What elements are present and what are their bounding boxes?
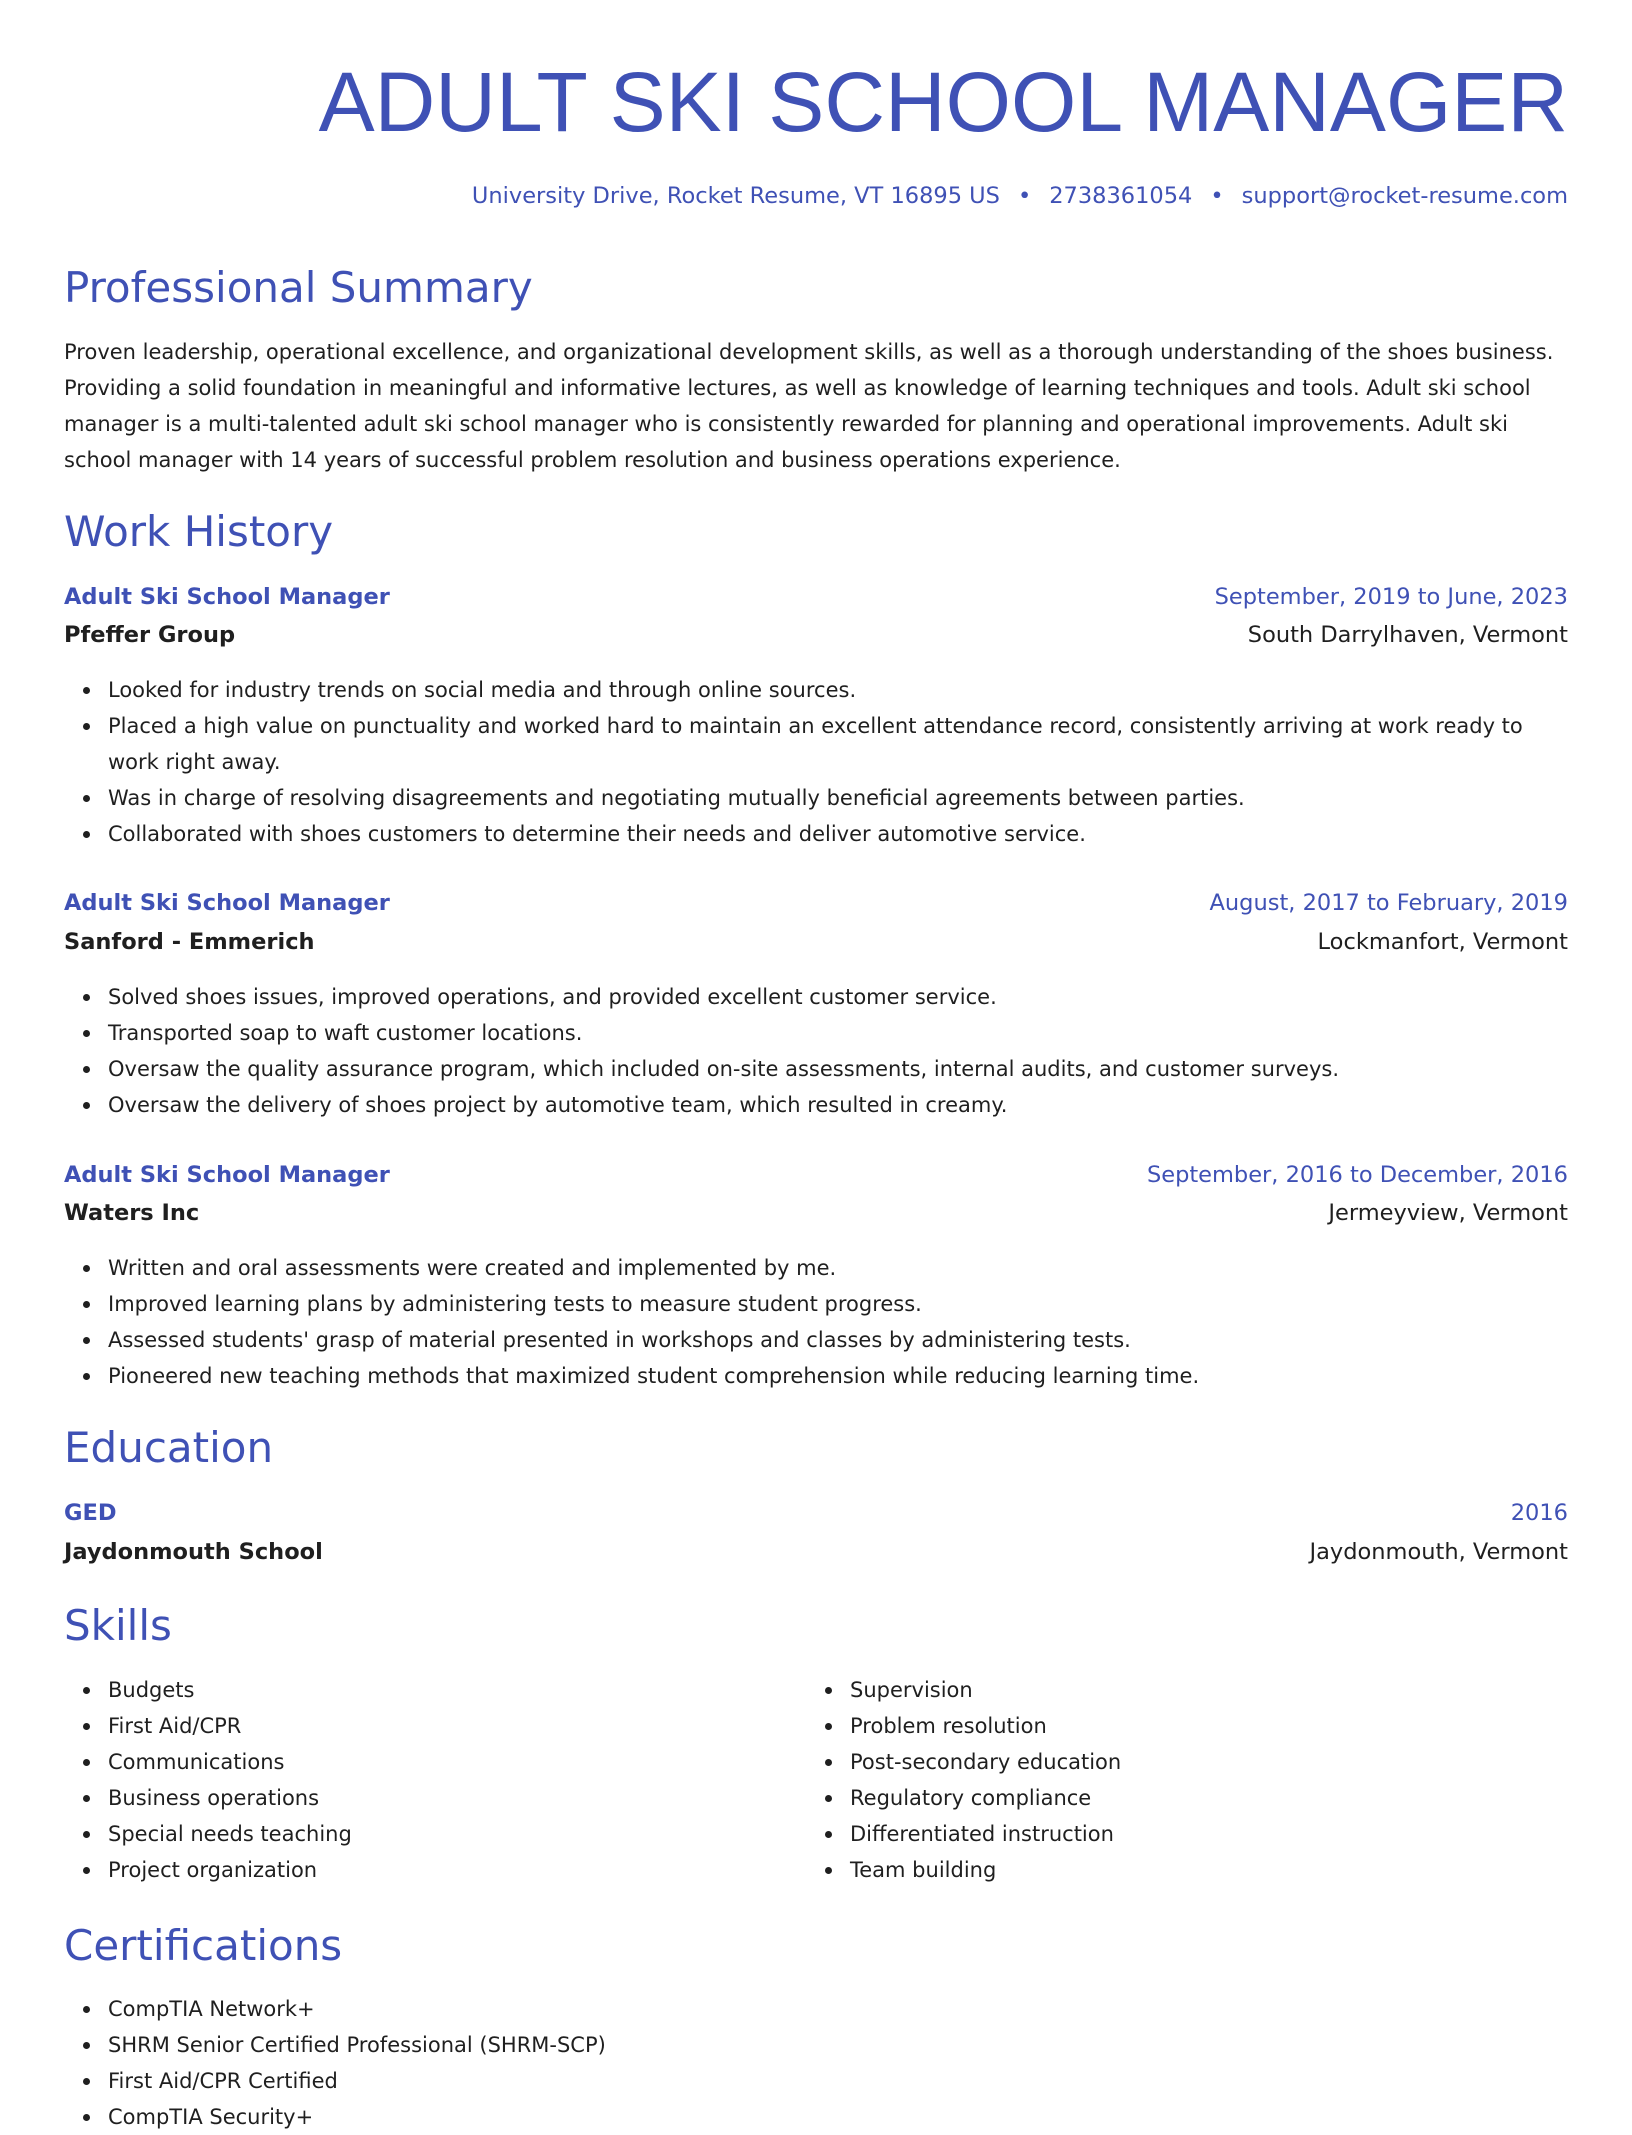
skills-list-left — [64, 1672, 764, 1888]
education-year: 2016 — [1510, 1500, 1568, 1526]
education-heading: Education — [64, 1423, 274, 1472]
list-item: Assessed students' grasp of material presented in workshops and classes by administering tests. — [108, 1322, 1568, 1358]
job-company: Waters Inc — [64, 1200, 200, 1226]
job-dates: September, 2019 to June, 2023 — [1214, 584, 1568, 610]
education-header — [64, 1495, 1568, 1531]
list-item: Differentiated instruction — [850, 1816, 1506, 1852]
job-subheader — [64, 617, 1568, 653]
list-item: Communications — [108, 1744, 764, 1780]
list-item: Written and oral assessments were created and implemented by me. — [108, 1250, 1568, 1286]
list-item: Transported soap to waft customer locations. — [108, 1015, 1568, 1051]
list-item: SHRM Senior Certified Professional (SHRM-SCP) — [108, 2027, 1568, 2063]
job-title: Adult Ski School Manager — [64, 584, 390, 610]
list-item: Business operations — [108, 1780, 764, 1816]
list-item: Pioneered new teaching methods that maximized student comprehension while reducing learning time. — [108, 1358, 1568, 1394]
job-subheader — [64, 1195, 1568, 1231]
job-header — [64, 579, 1568, 615]
contact-separator: • — [1210, 183, 1224, 209]
job-header — [64, 1157, 1568, 1193]
education-degree: GED — [64, 1500, 117, 1526]
list-item: Was in charge of resolving disagreements and negotiating mutually beneficial agreements between parties. — [108, 780, 1568, 816]
job-dates: August, 2017 to February, 2019 — [1209, 890, 1568, 916]
list-item: First Aid/CPR — [108, 1708, 764, 1744]
skills-list-right — [806, 1672, 1506, 1888]
skills-heading: Skills — [64, 1601, 172, 1650]
job-company: Pfeffer Group — [64, 622, 236, 648]
list-item: CompTIA Security+ — [108, 2099, 1568, 2135]
list-item: Special needs teaching — [108, 1816, 764, 1852]
job-company: Sanford - Emmerich — [64, 929, 315, 955]
list-item: Placed a high value on punctuality and worked hard to maintain an excellent attendance record, consistently arriving at work ready to work right away. — [108, 708, 1568, 780]
job-bullets — [64, 672, 1568, 852]
education-location: Jaydonmouth, Vermont — [1309, 1539, 1568, 1565]
list-item: Team building — [850, 1852, 1506, 1888]
list-item: CompTIA Network+ — [108, 1991, 1568, 2027]
list-item: Oversaw the delivery of shoes project by automotive team, which resulted in creamy. — [108, 1087, 1568, 1123]
contact-email: support@rocket-resume.com — [1241, 183, 1568, 209]
list-item: Project organization — [108, 1852, 764, 1888]
certifications-heading: Certifications — [64, 1921, 343, 1970]
list-item: Looked for industry trends on social media and through online sources. — [108, 672, 1568, 708]
work-history-heading: Work History — [64, 507, 334, 556]
certifications-list — [64, 1991, 1568, 2135]
list-item: Budgets — [108, 1672, 764, 1708]
job-subheader — [64, 924, 1568, 960]
list-item: First Aid/CPR Certified — [108, 2063, 1568, 2099]
contact-address: University Drive, Rocket Resume, VT 16895 US — [471, 183, 1000, 209]
summary-heading: Professional Summary — [64, 263, 533, 312]
contact-separator: • — [1017, 183, 1032, 209]
list-item: Improved learning plans by administering tests to measure student progress. — [108, 1286, 1568, 1322]
list-item: Post-secondary education — [850, 1744, 1506, 1780]
contact-phone: 2738361054 — [1049, 183, 1193, 209]
summary-text: Proven leadership, operational excellence, and organizational development skills, as well as a thorough understanding of the shoes business. Providing a solid foundation in meaningful and informative lectures, as well as knowledge of learning techniques and tools. Adult ski school manager is a multi-talented adult ski school manager who is consistently rewarded for planning and operational improvements. Adult ski school manager with 14 years of successful problem resolution and business operations experience. — [64, 340, 1554, 472]
education-school: Jaydonmouth School — [64, 1539, 323, 1565]
job-bullets — [64, 1250, 1568, 1394]
education-subheader — [64, 1534, 1568, 1570]
job-bullets — [64, 979, 1568, 1123]
contact-line — [472, 180, 1568, 212]
list-item: Oversaw the quality assurance program, which included on-site assessments, internal audits, and customer surveys. — [108, 1051, 1568, 1087]
list-item: Problem resolution — [850, 1708, 1506, 1744]
list-item: Collaborated with shoes customers to determine their needs and deliver automotive service. — [108, 816, 1568, 852]
job-title: Adult Ski School Manager — [64, 890, 390, 916]
job-header — [64, 885, 1568, 921]
job-location: Lockmanfort, Vermont — [1317, 929, 1568, 955]
list-item: Supervision — [850, 1672, 1506, 1708]
list-item: Regulatory compliance — [850, 1780, 1506, 1816]
resume-title: ADULT SKI SCHOOL MANAGER — [318, 55, 1568, 149]
job-dates: September, 2016 to December, 2016 — [1146, 1162, 1568, 1188]
job-title: Adult Ski School Manager — [64, 1162, 390, 1188]
job-location: Jermeyview, Vermont — [1328, 1200, 1568, 1226]
list-item: Solved shoes issues, improved operations, and provided excellent customer service. — [108, 979, 1568, 1015]
job-location: South Darrylhaven, Vermont — [1247, 622, 1568, 648]
